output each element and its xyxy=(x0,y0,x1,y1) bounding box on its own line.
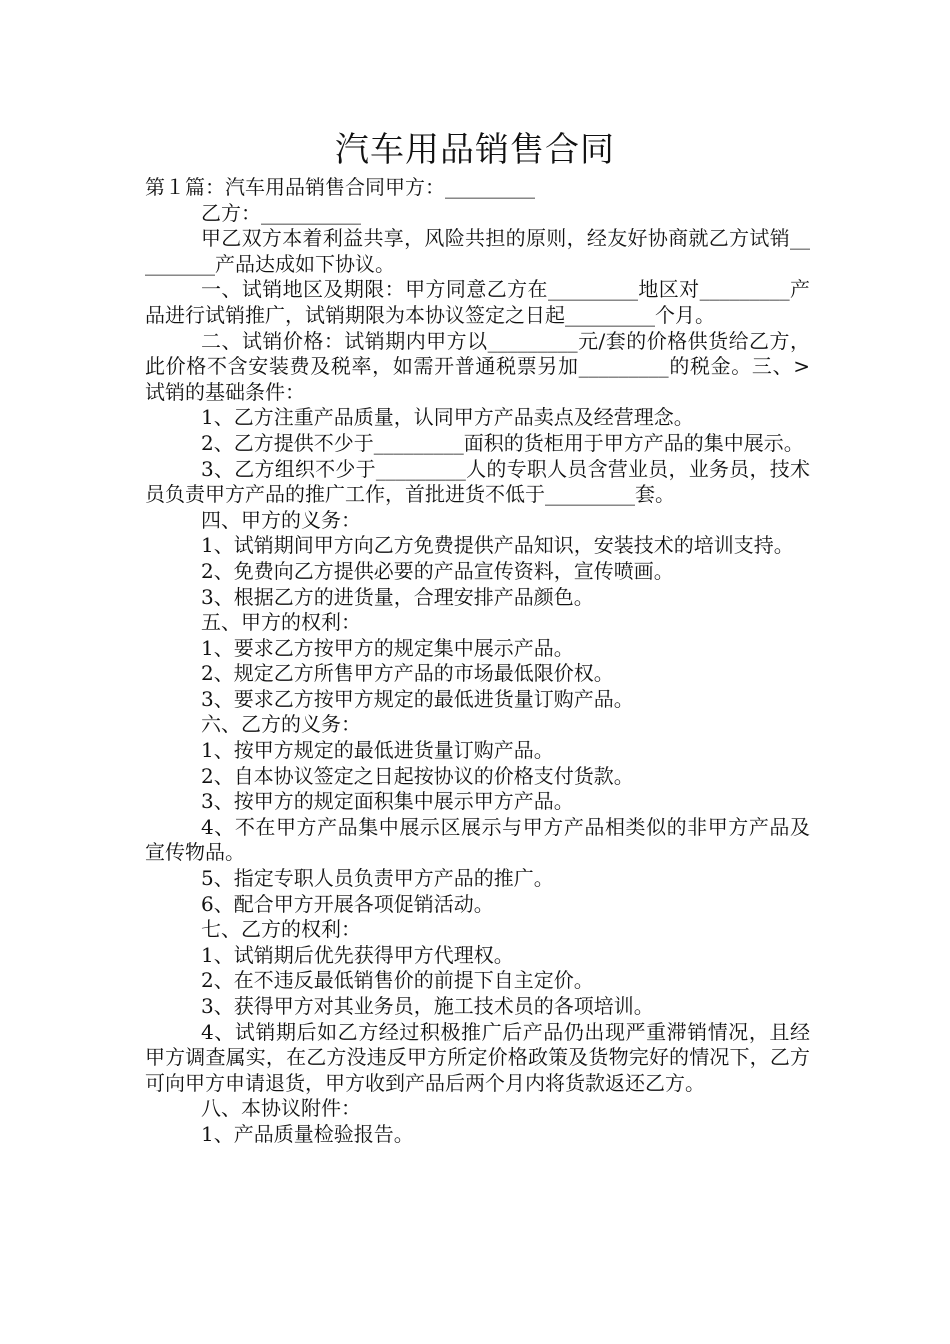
list-item: 2、免费向乙方提供必要的产品宣传资料，宣传喷画。 xyxy=(201,558,674,583)
paragraph-preamble: 甲乙双方本着利益共享，风险共担的原则，经友好协商就乙方试销_________产品达成如下协议。 xyxy=(145,226,810,276)
document-title: 汽车用品销售合同 xyxy=(335,130,615,170)
section-heading: 五、甲方的权利： xyxy=(201,610,361,635)
list-item: 3、按甲方的规定面积集中展示甲方产品。 xyxy=(201,789,574,814)
list-item: 2、乙方提供不少于_________面积的货柜用于甲方产品的集中展示。 xyxy=(201,430,804,455)
list-item: 1、产品质量检验报告。 xyxy=(201,1121,414,1146)
list-item: 1、乙方注重产品质量，认同甲方产品卖点及经营理念。 xyxy=(201,405,694,430)
paragraph-party-b: 乙方：__________ xyxy=(201,200,361,225)
section-heading: 七、乙方的权利： xyxy=(201,917,361,942)
section-heading: 六、乙方的义务： xyxy=(201,712,361,737)
list-item: 6、配合甲方开展各项促销活动。 xyxy=(201,891,494,916)
list-item: 4、试销期后如乙方经过积极推广后产品仍出现严重滞销情况，且经甲方调查属实，在乙方没违反甲方所定价格政策及货物完好的情况下，乙方可向甲方申请退货，甲方收到产品后两个月内将货款返还乙方。 xyxy=(145,1019,810,1095)
list-item: 2、自本协议签定之日起按协议的价格支付货款。 xyxy=(201,763,634,788)
paragraph-clause-1: 一、试销地区及期限：甲方同意乙方在_________地区对_________产品进行试销推广，试销期限为本协议签定之日起_________个月。 xyxy=(145,277,810,327)
list-item: 3、乙方组织不少于_________人的专职人员含营业员，业务员，技术员负责甲方产品的推广工作，首批进货不低于_________套。 xyxy=(145,456,810,507)
list-item: 1、试销期后优先获得甲方代理权。 xyxy=(201,942,514,967)
list-item: 2、在不违反最低销售价的前提下自主定价。 xyxy=(201,968,594,993)
list-item: 5、指定专职人员负责甲方产品的推广。 xyxy=(201,866,554,891)
section-heading: 八、本协议附件： xyxy=(201,1096,361,1121)
list-item: 1、按甲方规定的最低进货量订购产品。 xyxy=(201,738,554,763)
document-body xyxy=(145,175,810,1148)
list-item: 3、获得甲方对其业务员，施工技术员的各项培训。 xyxy=(201,994,654,1018)
list-item: 4、不在甲方产品集中展示区展示与甲方产品相类似的非甲方产品及宣传物品。 xyxy=(145,814,810,865)
paragraph-chapter-heading: 第１篇：汽车用品销售合同甲方：_________ xyxy=(145,175,535,199)
list-item: 1、试销期间甲方向乙方免费提供产品知识，安装技术的培训支持。 xyxy=(201,533,794,558)
list-item: 3、根据乙方的进货量，合理安排产品颜色。 xyxy=(201,584,594,609)
list-item: 1、要求乙方按甲方的规定集中展示产品。 xyxy=(201,635,574,660)
section-heading: 四、甲方的义务： xyxy=(201,507,361,532)
list-item: 3、要求乙方按甲方规定的最低进货量订购产品。 xyxy=(201,686,634,711)
paragraph-clause-2: 二、试销价格：试销期内甲方以_________元/套的价格供货给乙方，此价格不含安装费及税率，如需开普通税票另加_________的税金。三、>试销的基础条件： xyxy=(145,328,810,404)
list-item: 2、规定乙方所售甲方产品的市场最低限价权。 xyxy=(201,661,614,686)
